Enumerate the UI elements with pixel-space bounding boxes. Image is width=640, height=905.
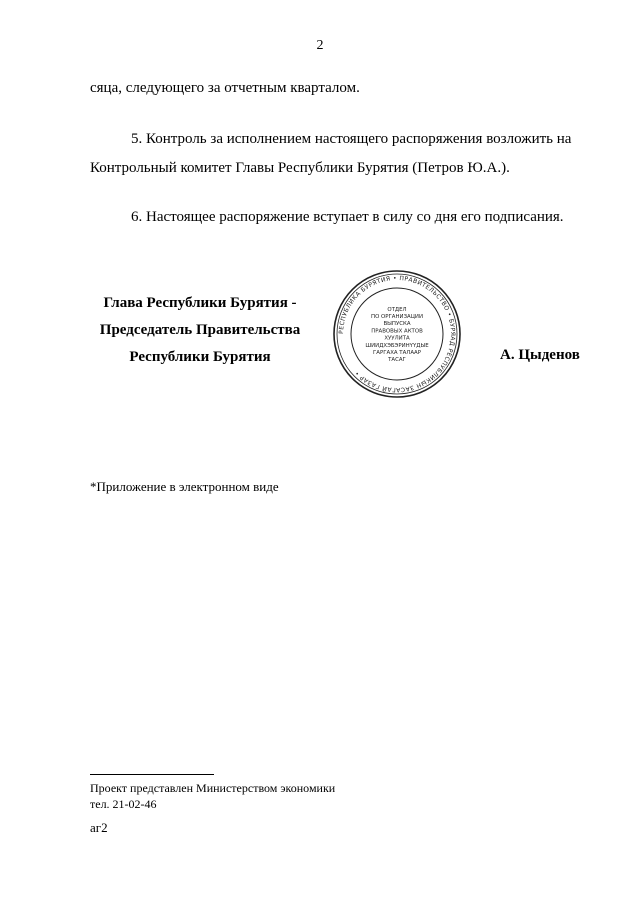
footer-info xyxy=(90,780,335,812)
paragraph-6: 6. Настоящее распоряжение вступает в силу со дня его подписания. xyxy=(131,209,564,225)
stamp-center-line: ШИИДХЭБЭРИНҮҮДЫЕ xyxy=(365,342,429,349)
stamp-seal-graphic xyxy=(331,268,463,400)
signatory-title-line-2: Председатель Правительства xyxy=(99,322,301,338)
signatory-title xyxy=(84,290,316,371)
footer-phone: тел. 21-02-46 xyxy=(90,797,157,811)
paragraph-5-line-2: Контрольный комитет Главы Республики Бурятия (Петров Ю.А.). xyxy=(90,160,510,176)
paragraph-5-line-1: 5. Контроль за исполнением настоящего распоряжения возложить на xyxy=(131,131,572,147)
stamp-center-line: ПРАВОВЫХ АКТОВ xyxy=(371,328,423,335)
footer-divider xyxy=(90,774,214,775)
page-number: 2 xyxy=(316,38,324,53)
stamp-center-line: ТАСАГ xyxy=(388,357,406,364)
footer-code: аг2 xyxy=(90,820,108,835)
signatory-title-line-1: Глава Республики Бурятия - xyxy=(103,295,297,311)
stamp-ring-text: РЕСПУБЛИКА БУРЯТИЯ • ПРАВИТЕЛЬСТВО • БУРЯАД РЕСПУБЛИКЫН ЗАСАГАЙ ГАЗАР • xyxy=(337,274,457,394)
stamp-center-line: ОТДЕЛ xyxy=(387,306,407,313)
stamp-center-line: ВЫПУСКА xyxy=(383,321,411,328)
footer-submitted-by: Проект представлен Министерством экономики xyxy=(90,781,336,795)
stamp-center-line: ХУУЛИТА xyxy=(384,335,410,342)
signatory-title-line-3: Республики Бурятия xyxy=(129,349,271,365)
stamp-center-line: ПО ОРГАНИЗАЦИИ xyxy=(371,314,423,320)
attachment-note: *Приложение в электронном виде xyxy=(90,479,279,494)
official-stamp xyxy=(331,268,463,400)
continuation-text: сяца, следующего за отчетным кварталом. xyxy=(90,80,360,96)
signer-name: А. Цыденов xyxy=(500,347,580,363)
stamp-center-line: ГАРГАХА ТАЛААР xyxy=(373,350,421,356)
